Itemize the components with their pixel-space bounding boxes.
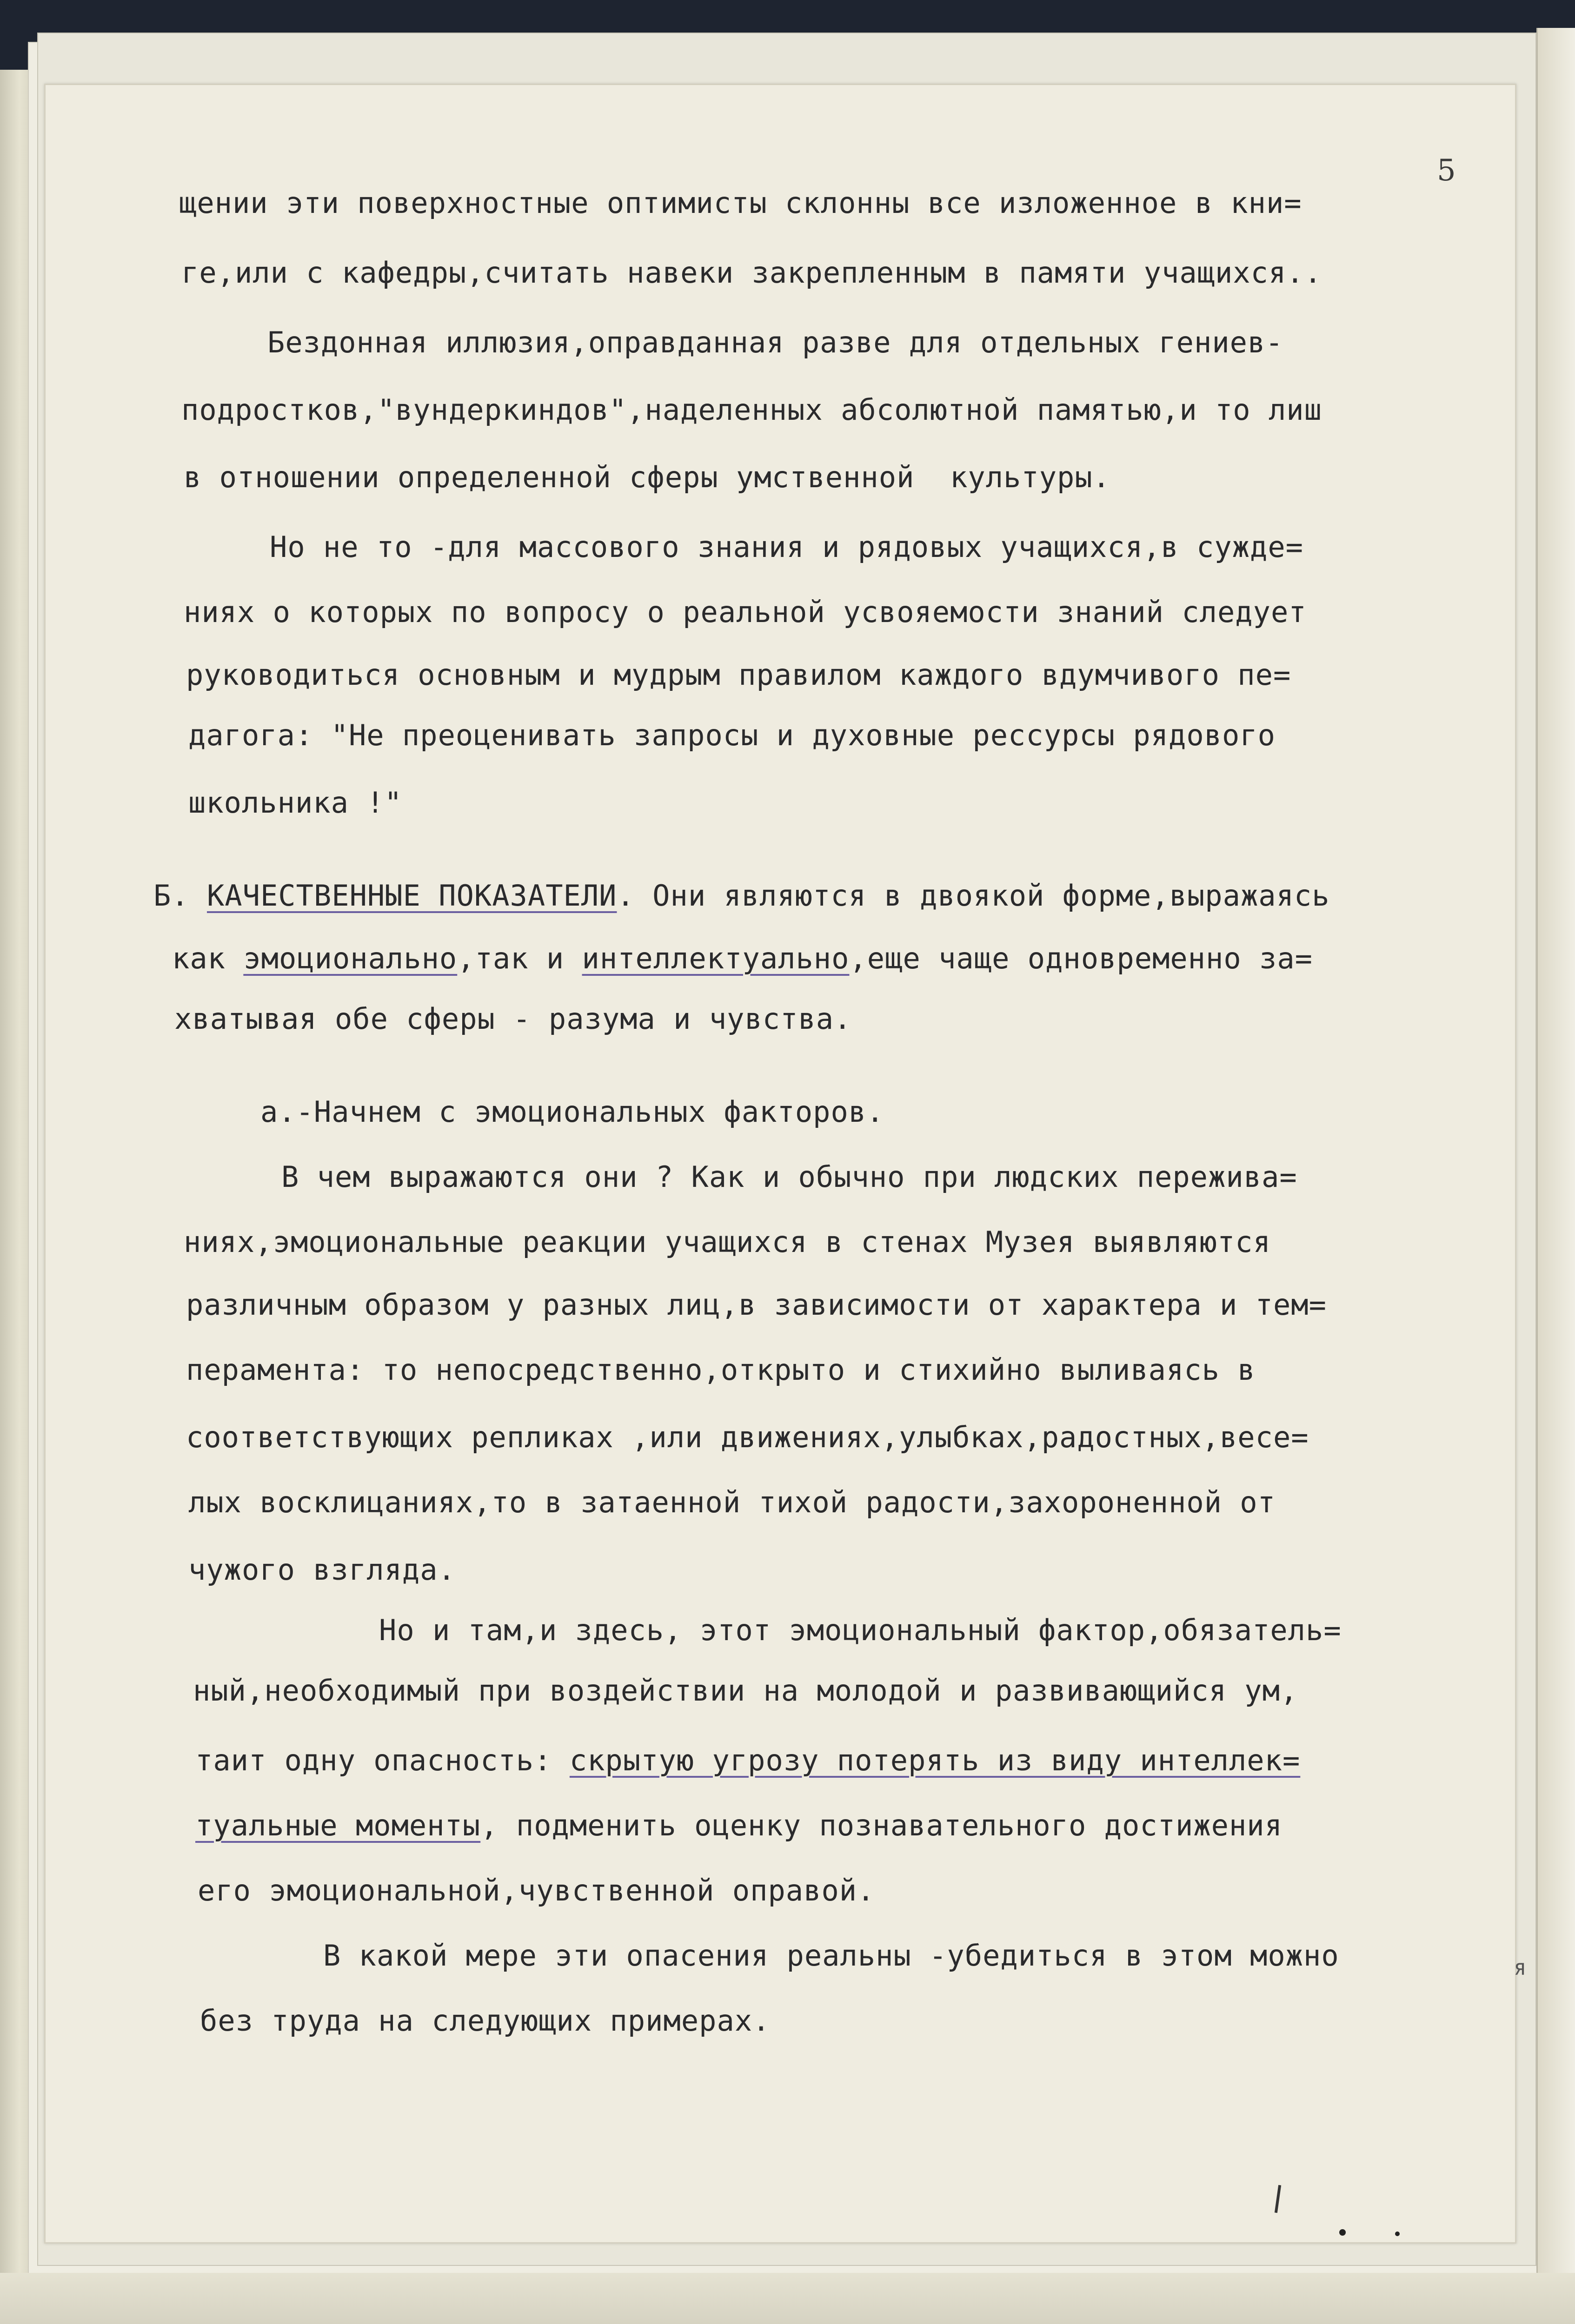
text-line: Бездонная иллюзия,оправданная разве для отдельных гениев- bbox=[267, 325, 1283, 359]
text-span: . Они являются в двоякой форме,выражаясь bbox=[617, 879, 1330, 913]
text-line: перамента: то непосредственно,открыто и стихийно выливаясь в bbox=[186, 1353, 1256, 1387]
text-line: его эмоциональной,чувственной оправой. bbox=[198, 1874, 875, 1907]
underlined-phrase: туальные моменты bbox=[195, 1808, 481, 1842]
text-line: чужого взгляда. bbox=[188, 1553, 456, 1587]
text-line: различным образом у разных лиц,в зависимости от характера и тем= bbox=[186, 1288, 1327, 1322]
text-line: В чем выражаются они ? Как и обычно при людских пережива= bbox=[281, 1160, 1297, 1194]
text-line bbox=[172, 941, 1313, 975]
text-line: без труда на следующих примерах. bbox=[200, 2004, 771, 2038]
text-line: лых восклицаниях,то в затаенной тихой радости,захороненной от bbox=[188, 1485, 1276, 1519]
underlined-term: эмоционально bbox=[243, 941, 458, 975]
page-stack-edge bbox=[1536, 28, 1575, 2324]
text-line: школьника !" bbox=[188, 786, 402, 820]
text-line bbox=[195, 1743, 1300, 1777]
text-line: Но и там,и здесь, этот эмоциональный фактор,обязатель= bbox=[379, 1613, 1342, 1647]
text-line: щении эти поверхностные оптимисты склонны все изложенное в кни= bbox=[179, 186, 1302, 220]
text-line: в отношении определенной сферы умственной культуры. bbox=[184, 460, 1111, 494]
text-line: подростков,"вундеркиндов",наделенных абсолютной памятью,и то лиш bbox=[181, 393, 1322, 427]
text-line: хватывая обе сферы - разума и чувства. bbox=[174, 1002, 852, 1036]
text-line: соответствующих репликах ,или движениях,улыбках,радостных,весе= bbox=[186, 1420, 1309, 1454]
underlined-term: интеллектуально bbox=[582, 941, 850, 975]
text-line: ниях,эмоциональные реакции учащихся в стенах Музея выявляются bbox=[184, 1225, 1271, 1259]
text-line: Но не то -для массового знания и рядовых учащихся,в сужде= bbox=[270, 530, 1303, 564]
text-line: ный,необходимый при воздействии на молодой и развивающийся ум, bbox=[193, 1674, 1298, 1708]
section-heading: КАЧЕСТВЕННЫЕ ПОКАЗАТЕЛИ bbox=[206, 879, 617, 913]
text-line: ге,или с кафедры,считать навеки закрепленным в памяти учащихся.. bbox=[181, 256, 1322, 290]
ink-dot bbox=[1395, 2231, 1400, 2236]
text-span: как bbox=[172, 941, 244, 975]
text-span: ,еще чаще одновременно за= bbox=[849, 941, 1313, 975]
bottom-edge bbox=[0, 2273, 1575, 2324]
ink-dot bbox=[1339, 2229, 1346, 2236]
text-line: дагога: "Не преоценивать запросы и духовные рессурсы рядового bbox=[188, 718, 1276, 752]
text-line: ниях о которых по вопросу о реальной усвояемости знаний следует bbox=[184, 595, 1307, 629]
text-span: таит одну опасность: bbox=[195, 1743, 570, 1777]
section-heading-line bbox=[153, 879, 1330, 913]
text-line: В какой мере эти опасения реальны -убедиться в этом можно bbox=[323, 1939, 1339, 1973]
section-letter: Б. bbox=[153, 879, 207, 913]
subsection-heading: а.-Начнем с эмоциональных факторов. bbox=[260, 1095, 884, 1129]
text-span: , подменить оценку познавательного достижения bbox=[480, 1808, 1283, 1842]
page-number: 5 bbox=[1437, 153, 1456, 188]
margin-mark: я bbox=[1514, 1955, 1527, 1980]
text-line: руководиться основным и мудрым правилом каждого вдумчивого пе= bbox=[186, 658, 1291, 692]
text-line bbox=[195, 1808, 1283, 1842]
underlined-phrase: скрытую угрозу потерять из виду интеллек= bbox=[569, 1743, 1301, 1777]
text-span: ,так и bbox=[457, 941, 582, 975]
